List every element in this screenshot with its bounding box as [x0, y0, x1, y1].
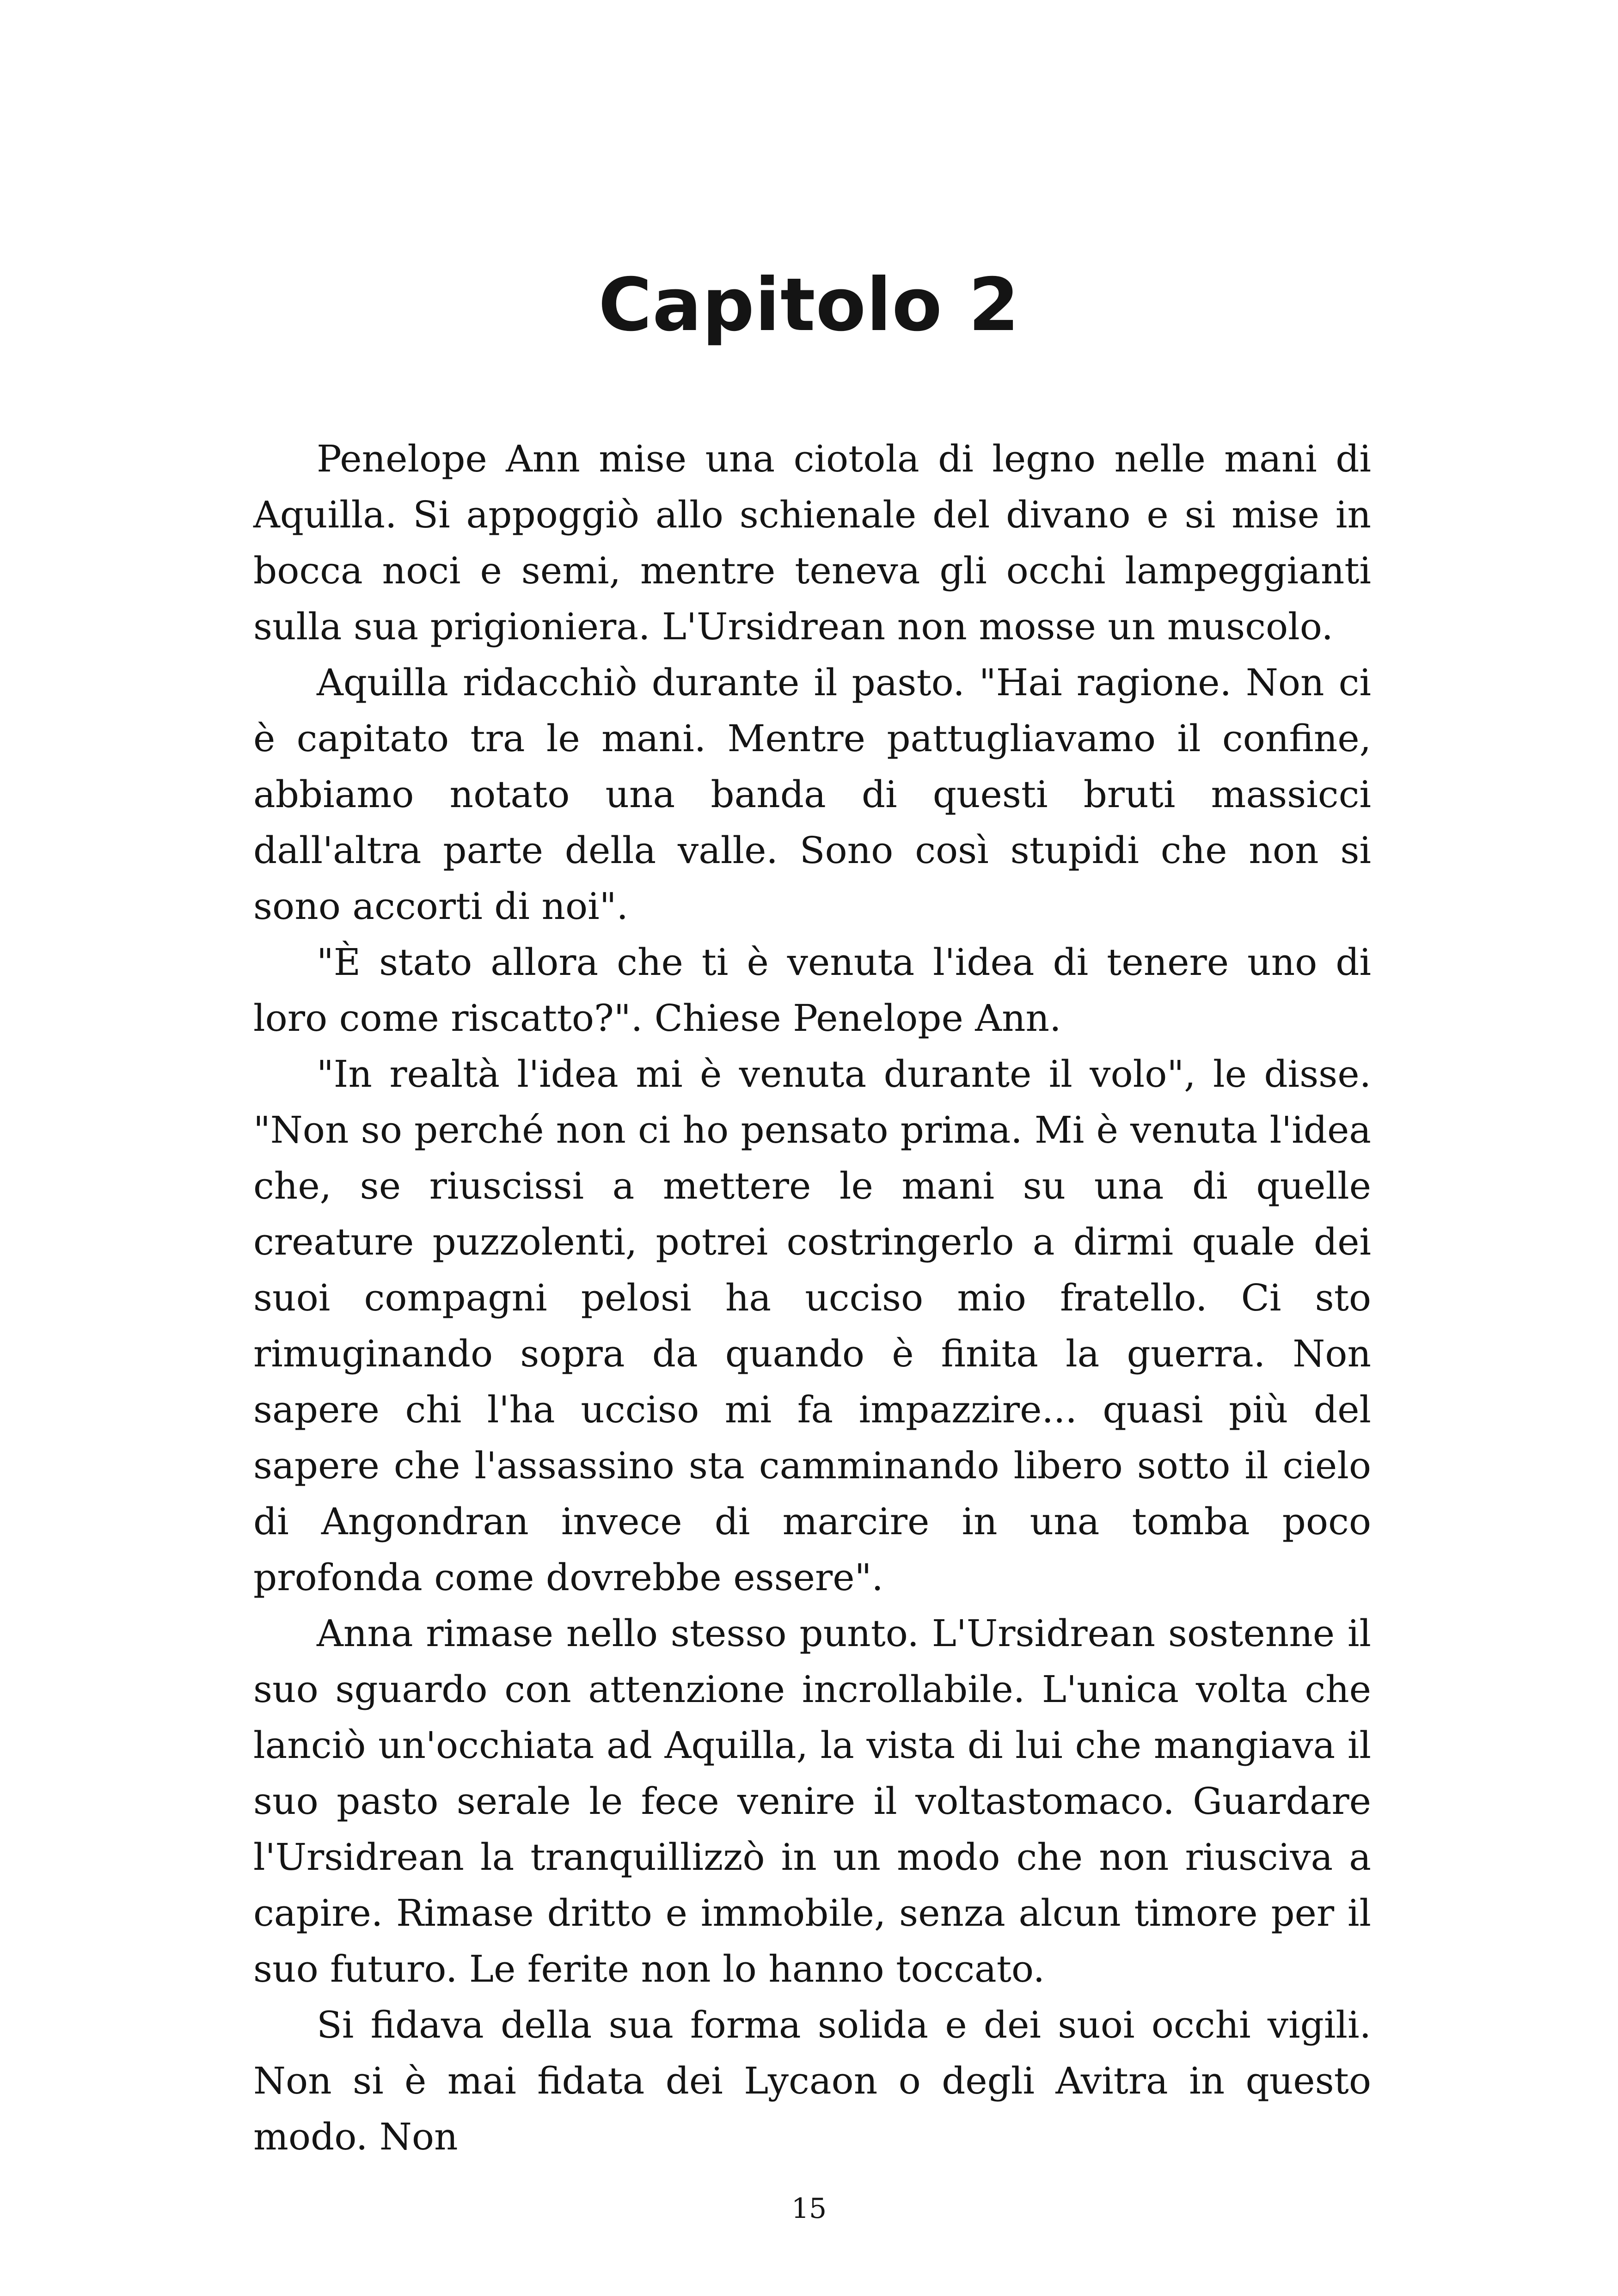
page-number: 15 — [791, 2192, 827, 2225]
body-text — [253, 431, 1371, 2165]
paragraph: Anna rimase nello stesso punto. L'Ursidrean sostenne il suo sguardo con attenzione incrollabile. L'unica volta che lanciò un'occhiata ad Aquilla, la vista di lui che mangiava il suo pasto serale le fece venire il voltastomaco. Guardare l'Ursidrean la tranquillizzò in un modo che non riusciva a capire. Rimase dritto e immobile, senza alcun timore per il suo futuro. Le ferite non lo hanno toccato. — [253, 1612, 1371, 1990]
paragraph: "È stato allora che ti è venuta l'idea di tenere uno di loro come riscatto?". Chiese Penelope Ann. — [253, 941, 1371, 1040]
paragraph: Si fidava della sua forma solida e dei suoi occhi vigili. Non si è mai fidata dei Lycaon o degli Avitra in questo modo. Non — [253, 2003, 1371, 2158]
paragraph: Aquilla ridacchiò durante il pasto. "Hai ragione. Non ci è capitato tra le mani. Mentre pattugliavamo il confine, abbiamo notato una banda di questi bruti massicci dall'altra parte della valle. Sono così stupidi che non si sono accorti di noi". — [253, 661, 1371, 928]
paragraph: Penelope Ann mise una ciotola di legno nelle mani di Aquilla. Si appoggiò allo schienale del divano e si mise in bocca noci e semi, mentre teneva gli occhi lampeggianti sulla sua prigioniera. L'Ursidrean non mosse un muscolo. — [253, 437, 1371, 648]
chapter-title: Capitolo 2 — [598, 263, 1020, 348]
paragraph: "In realtà l'idea mi è venuta durante il volo", le disse. "Non so perché non ci ho pensato prima. Mi è venuta l'idea che, se riuscissi a mettere le mani su una di quelle creature puzzolenti, potrei costringerlo a dirmi quale dei suoi compagni pelosi ha ucciso mio fratello. Ci sto rimuginando sopra da quando è finita la guerra. Non sapere chi l'ha ucciso mi fa impazzire... quasi più del sapere che l'assassino sta camminando libero sotto il cielo di Angondran invece di marcire in una tomba poco profonda come dovrebbe essere". — [253, 1053, 1371, 1599]
